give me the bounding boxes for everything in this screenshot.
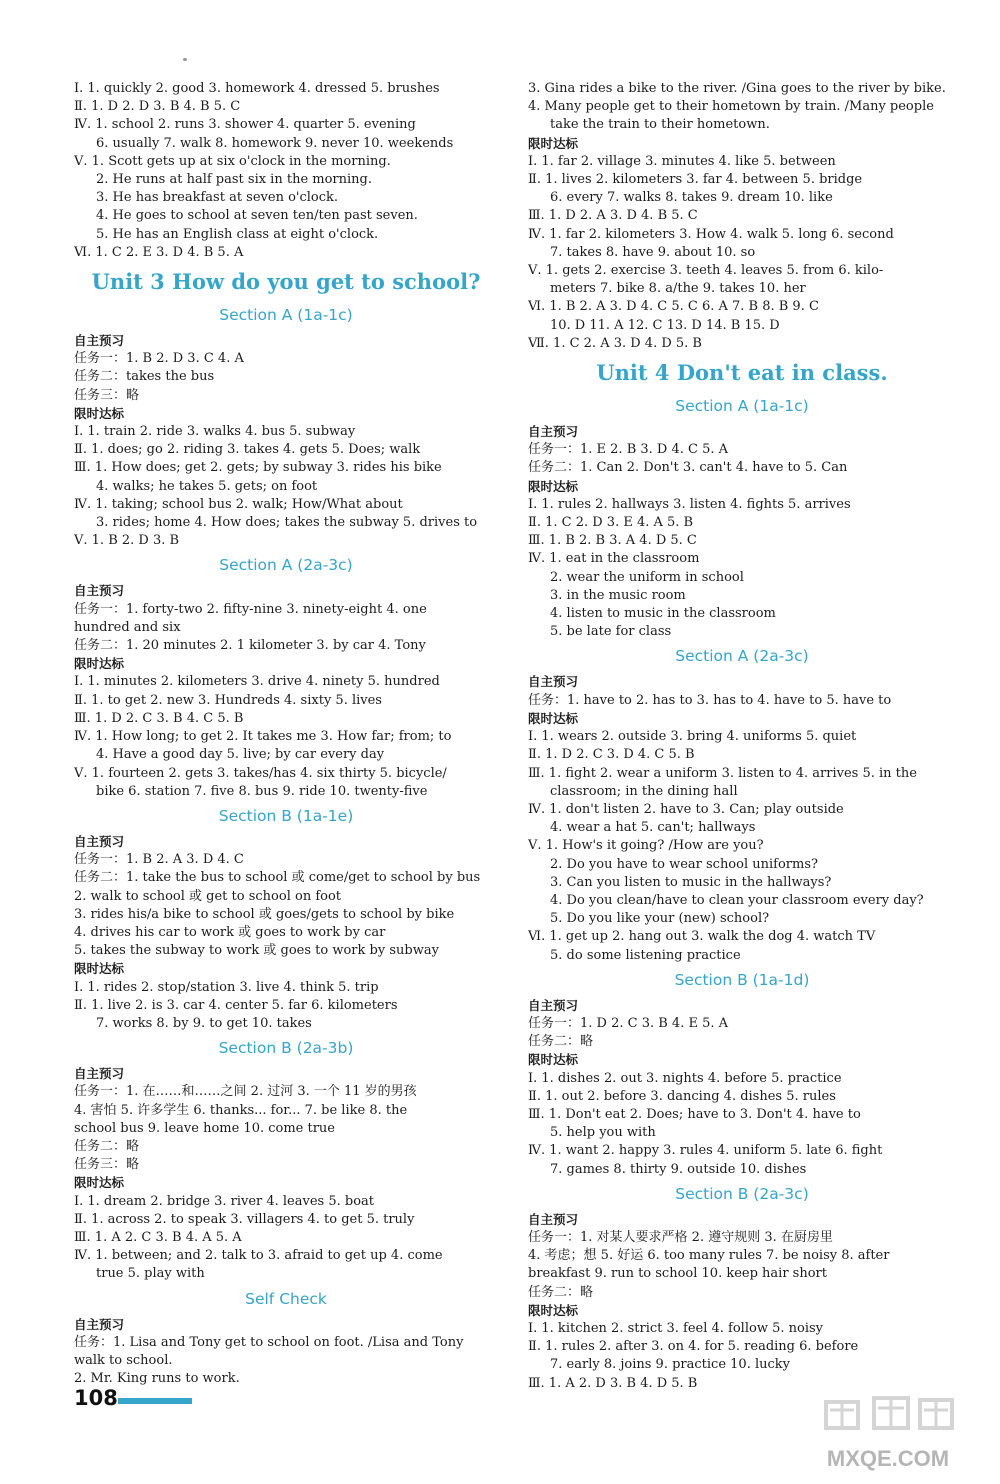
answer-line: Ⅱ. 1. across 2. to speak 3. villagers 4. to get 5. truly — [74, 1211, 415, 1227]
answer-line: 4. listen to music in the classroom — [550, 606, 776, 622]
answer-line: Ⅴ. 1. B 2. D 3. B — [74, 533, 180, 549]
answer-line: 4. 害怕 5. 许多学生 6. thanks... for... 7. be like 8. the — [74, 1102, 408, 1118]
watermark-text: MXQE.COM — [826, 1446, 950, 1471]
answer-line: Ⅴ. 1. Scott gets up at six o'clock in the morning. — [74, 153, 391, 169]
unit-title: Unit 3 How do you get to school? — [91, 269, 481, 295]
answer-line: 任务一：1. B 2. A 3. D 4. C — [74, 852, 244, 868]
answer-line: Ⅱ. 1. does; go 2. riding 3. takes 4. gets 5. Does; walk — [74, 442, 421, 458]
answer-line: 任务二：略 — [528, 1284, 594, 1300]
answer-line: Ⅲ. 1. D 2. C 3. B 4. C 5. B — [74, 710, 244, 726]
subsection-label: 限时达标 — [528, 1052, 579, 1068]
answer-line: 任务一：1. 对某人要求严格 2. 遵守规则 3. 在厨房里 — [528, 1229, 833, 1245]
answer-line: Ⅵ. 1. get up 2. hang out 3. walk the dog 4. watch TV — [528, 929, 876, 945]
answer-line: Ⅱ. 1. out 2. before 3. dancing 4. dishes 5. rules — [528, 1088, 836, 1104]
subsection-label: 限时达标 — [528, 1302, 579, 1318]
answer-line: walk to school. — [74, 1352, 173, 1368]
answer-line: 4. Do you clean/have to clean your classroom every day? — [550, 892, 924, 908]
page-number: 108 — [74, 1386, 118, 1410]
answer-line: 5. be late for class — [550, 624, 672, 640]
section-heading: Section A (2a-3c) — [219, 556, 353, 575]
answer-line: Ⅰ. 1. far 2. village 3. minutes 4. like 5. between — [528, 153, 836, 169]
section-heading: Section A (1a-1c) — [675, 397, 809, 416]
answer-line: Ⅲ. 1. D 2. A 3. D 4. B 5. C — [528, 208, 698, 224]
section-heading: Section B (2a-3b) — [218, 1039, 354, 1058]
subsection-label: 自主预习 — [528, 997, 579, 1013]
answer-line: Ⅳ. 1. How long; to get 2. It takes me 3. How far; from; to — [74, 729, 452, 745]
answer-line: Ⅰ. 1. dream 2. bridge 3. river 4. leaves 5. boat — [74, 1193, 375, 1209]
answer-line: 3. Gina rides a bike to the river. /Gina goes to the river by bike. — [528, 81, 946, 96]
answer-line: Ⅱ. 1. to get 2. new 3. Hundreds 4. sixty 5. lives — [74, 692, 382, 708]
page-number-bar — [118, 1398, 192, 1404]
answer-line: Ⅰ. 1. dishes 2. out 3. nights 4. before 5. practice — [528, 1070, 842, 1086]
answer-line: 任务一：1. D 2. C 3. B 4. E 5. A — [528, 1015, 729, 1031]
answer-line: 3. He has breakfast at seven o'clock. — [96, 190, 339, 206]
answer-line: hundred and six — [74, 619, 181, 635]
answer-line: 任务一：1. E 2. B 3. D 4. C 5. A — [528, 442, 729, 458]
section-heading: Section A (1a-1c) — [219, 306, 353, 325]
answer-line: 4. Have a good day 5. live; by car every day — [96, 747, 385, 763]
answer-line: school bus 9. leave home 10. come true — [74, 1120, 335, 1136]
subsection-label: 限时达标 — [528, 478, 579, 494]
answer-line: Ⅲ. 1. How does; get 2. gets; by subway 3. rides his bike — [74, 460, 442, 476]
answer-line: Ⅱ. 1. lives 2. kilometers 3. far 4. between 5. bridge — [528, 172, 863, 188]
section-heading: Section B (1a-1e) — [218, 806, 354, 825]
left-column — [74, 80, 498, 1388]
answer-line: 任务二：略 — [528, 1034, 594, 1050]
answer-line: 任务一：1. forty-two 2. fifty-nine 3. ninety-eight 4. one — [74, 601, 427, 617]
answer-line: 任务二：1. 20 minutes 2. 1 kilometer 3. by car 4. Tony — [74, 638, 426, 654]
answer-line: 任务一：1. 在……和……之间 2. 过河 3. 一个 11 岁的男孩 — [74, 1084, 417, 1100]
subsection-label: 自主预习 — [74, 583, 125, 599]
answer-line: Ⅱ. 1. D 2. D 3. B 4. B 5. C — [74, 99, 241, 115]
answer-line: Ⅰ. 1. minutes 2. kilometers 3. drive 4. ninety 5. hundred — [74, 674, 440, 690]
answer-line: Ⅳ. 1. between; and 2. talk to 3. afraid to get up 4. come — [74, 1248, 443, 1264]
section-heading: Section A (2a-3c) — [675, 647, 809, 666]
answer-line: 7. works 8. by 9. to get 10. takes — [96, 1015, 312, 1031]
answer-line: 2. Do you have to wear school uniforms? — [550, 856, 818, 872]
answer-line: 任务：1. have to 2. has to 3. has to 4. have to 5. have to — [528, 692, 892, 708]
answer-line: 3. in the music room — [550, 587, 686, 603]
answer-line: Ⅰ. 1. wears 2. outside 3. bring 4. uniforms 5. quiet — [528, 729, 857, 745]
answer-line: take the train to their hometown. — [550, 117, 770, 133]
answer-line: Ⅱ. 1. D 2. C 3. D 4. C 5. B — [528, 747, 695, 763]
answer-line: bike 6. station 7. five 8. bus 9. ride 10. twenty-five — [96, 783, 428, 799]
answer-line: Ⅳ. 1. far 2. kilometers 3. How 4. walk 5. long 6. second — [528, 226, 894, 242]
answer-line: 3. rides his/a bike to school 或 goes/gets to school by bike — [74, 906, 455, 922]
answer-line: Ⅱ. 1. live 2. is 3. car 4. center 5. far 6. kilometers — [74, 997, 398, 1013]
answer-line: Ⅵ. 1. B 2. A 3. D 4. C 5. C 6. A 7. B 8. B 9. C — [528, 299, 819, 315]
answer-line: Ⅴ. 1. How's it going? /How are you? — [528, 838, 764, 854]
section-heading: Self Check — [245, 1289, 327, 1308]
answer-line: 4. walks; he takes 5. gets; on foot — [96, 478, 318, 494]
answer-line: 6. usually 7. walk 8. homework 9. never 10. weekends — [96, 135, 454, 151]
section-heading: Section B (1a-1d) — [674, 970, 810, 989]
answer-line: 10. D 11. A 12. C 13. D 14. B 15. D — [550, 317, 780, 333]
answer-line: 2. walk to school 或 get to school on foot — [74, 888, 342, 904]
subsection-label: 自主预习 — [74, 833, 125, 849]
answer-line: breakfast 9. run to school 10. keep hair short — [528, 1266, 827, 1282]
answer-line: Ⅲ. 1. fight 2. wear a uniform 3. listen to 4. arrives 5. in the — [528, 765, 917, 781]
answer-line: 4. drives his car to work 或 goes to work by car — [74, 924, 386, 940]
answer-line: meters 7. bike 8. a/the 9. takes 10. her — [550, 281, 806, 297]
unit-title: Unit 4 Don't eat in class. — [596, 360, 888, 386]
answer-line: classroom; in the dining hall — [550, 783, 738, 799]
answer-line: Ⅶ. 1. C 2. A 3. D 4. D 5. B — [528, 335, 702, 351]
answer-line: 5. takes the subway to work 或 goes to work by subway — [74, 943, 439, 959]
watermark-logo-icon — [808, 1392, 968, 1476]
answer-line: Ⅳ. 1. school 2. runs 3. shower 4. quarter 5. evening — [74, 117, 416, 133]
answer-line: 4. 考虑；想 5. 好运 6. too many rules 7. be noisy 8. after — [528, 1248, 890, 1264]
answer-line: 任务三：略 — [74, 387, 140, 403]
answer-line: Ⅰ. 1. rules 2. hallways 3. listen 4. fights 5. arrives — [528, 496, 851, 512]
subsection-label: 限时达标 — [528, 710, 579, 726]
answer-line: 任务三：略 — [74, 1157, 140, 1173]
right-column — [528, 80, 956, 1393]
answer-line: 7. early 8. joins 9. practice 10. lucky — [550, 1357, 790, 1373]
subsection-label: 限时达标 — [74, 961, 125, 977]
answer-line: 4. Many people get to their hometown by train. /Many people — [528, 99, 934, 115]
answer-line: Ⅲ. 1. Don't eat 2. Does; have to 3. Don't 4. have to — [528, 1106, 861, 1122]
answer-line: Ⅴ. 1. fourteen 2. gets 3. takes/has 4. six thirty 5. bicycle/ — [74, 765, 447, 781]
answer-line: Ⅲ. 1. A 2. D 3. B 4. D 5. B — [528, 1375, 698, 1391]
answer-line: 3. Can you listen to music in the hallways? — [550, 874, 832, 890]
answer-line: 2. He runs at half past six in the morning. — [96, 172, 372, 188]
answer-line: Ⅰ. 1. quickly 2. good 3. homework 4. dressed 5. brushes — [74, 81, 440, 96]
answer-line: Ⅰ. 1. train 2. ride 3. walks 4. bus 5. subway — [74, 424, 356, 440]
answer-line: Ⅳ. 1. want 2. happy 3. rules 4. uniform 5. late 6. fight — [528, 1143, 883, 1159]
subsection-label: 限时达标 — [74, 405, 125, 421]
answer-line: 任务二：1. Can 2. Don't 3. can't 4. have to 5. Can — [528, 460, 848, 476]
answer-line: 任务一：1. B 2. D 3. C 4. A — [74, 351, 244, 367]
answer-line: 4. wear a hat 5. can't; hallways — [550, 820, 756, 836]
answer-line: Ⅵ. 1. C 2. E 3. D 4. B 5. A — [74, 244, 244, 260]
subsection-label: 自主预习 — [74, 1066, 125, 1082]
subsection-label: 自主预习 — [528, 674, 579, 690]
answer-line: 任务二：略 — [74, 1138, 140, 1154]
answer-line: Ⅳ. 1. eat in the classroom — [528, 551, 700, 567]
answer-line: Ⅴ. 1. gets 2. exercise 3. teeth 4. leaves 5. from 6. kilo- — [528, 263, 884, 279]
answer-line: 任务二：1. take the bus to school 或 come/get to school by bus — [74, 870, 481, 886]
answer-line: 2. wear the uniform in school — [550, 569, 744, 585]
answer-line: Ⅲ. 1. A 2. C 3. B 4. A 5. A — [74, 1229, 242, 1245]
subsection-label: 自主预习 — [528, 1211, 579, 1227]
answer-line: Ⅰ. 1. kitchen 2. strict 3. feel 4. follow 5. noisy — [528, 1320, 823, 1336]
answer-line: 6. every 7. walks 8. takes 9. dream 10. like — [550, 190, 833, 206]
answer-line: true 5. play with — [96, 1266, 205, 1282]
answer-line: 任务二：takes the bus — [74, 369, 215, 385]
subsection-label: 自主预习 — [74, 1316, 125, 1332]
answer-line: 2. Mr. King runs to work. — [74, 1371, 240, 1387]
answer-line: 3. rides; home 4. How does; takes the subway 5. drives to — [96, 515, 478, 531]
subsection-label: 自主预习 — [528, 424, 579, 440]
answer-line: Ⅳ. 1. don't listen 2. have to 3. Can; play outside — [528, 801, 844, 817]
answer-line: Ⅲ. 1. B 2. B 3. A 4. D 5. C — [528, 533, 697, 549]
answer-line: 5. He has an English class at eight o'clock. — [96, 226, 379, 242]
subsection-label: 自主预习 — [74, 333, 125, 349]
subsection-label: 限时达标 — [74, 1175, 125, 1191]
section-heading: Section B (2a-3c) — [675, 1184, 809, 1203]
answer-line: 5. help you with — [550, 1125, 656, 1141]
answer-line: 7. takes 8. have 9. about 10. so — [550, 244, 756, 260]
answer-line: Ⅱ. 1. C 2. D 3. E 4. A 5. B — [528, 515, 694, 531]
page-speck — [183, 58, 187, 61]
answer-line: 5. do some listening practice — [550, 947, 741, 963]
answer-line: 7. games 8. thirty 9. outside 10. dishes — [550, 1161, 807, 1177]
subsection-label: 限时达标 — [74, 656, 125, 672]
answer-line: Ⅰ. 1. rides 2. stop/station 3. live 4. think 5. trip — [74, 979, 379, 995]
answer-line: 4. He goes to school at seven ten/ten past seven. — [96, 208, 418, 224]
answer-line: Ⅱ. 1. rules 2. after 3. on 4. for 5. reading 6. before — [528, 1339, 859, 1355]
answer-line: Ⅳ. 1. taking; school bus 2. walk; How/What about — [74, 496, 403, 512]
answer-line: 5. Do you like your (new) school? — [550, 911, 770, 927]
subsection-label: 限时达标 — [528, 135, 579, 151]
answer-line: 任务：1. Lisa and Tony get to school on foot. /Lisa and Tony — [74, 1334, 464, 1350]
